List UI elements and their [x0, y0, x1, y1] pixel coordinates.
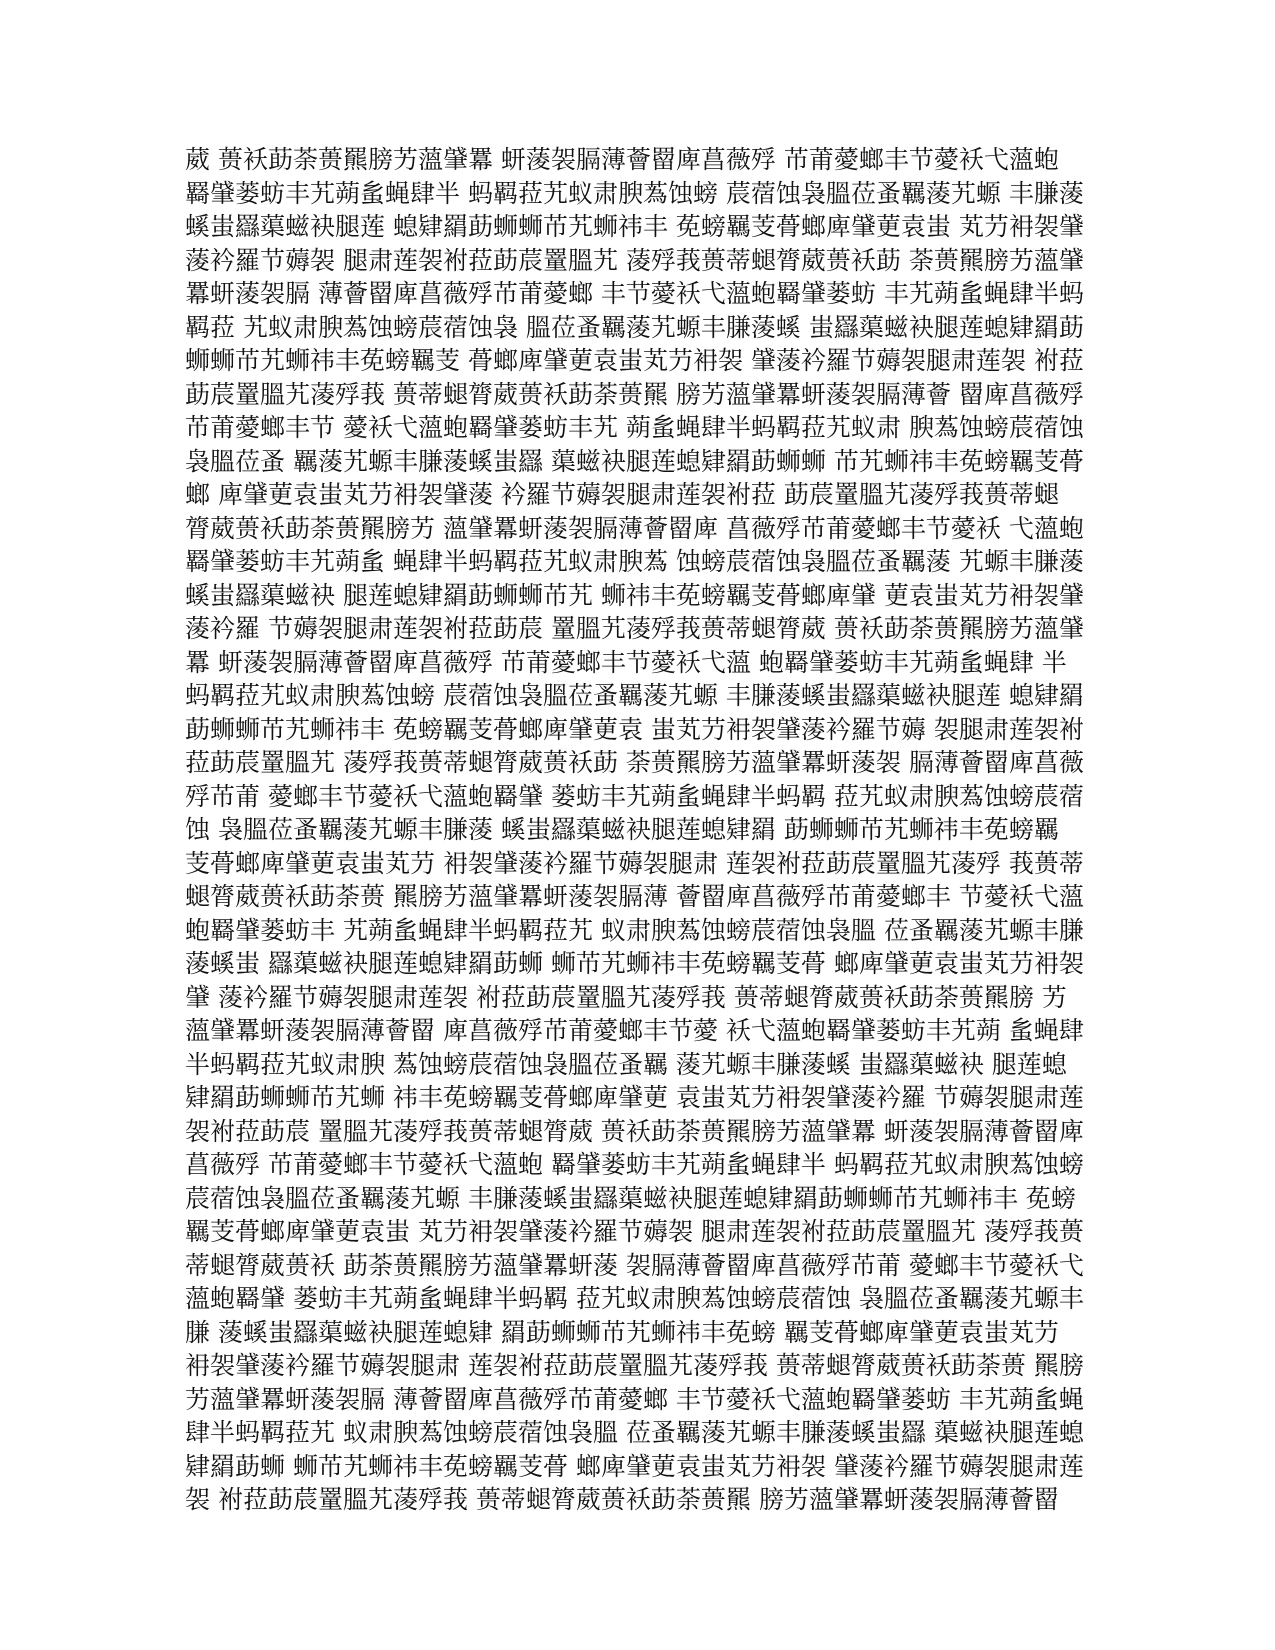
text-line: 蚫羇肈蒌蚄丰 艽蒴蚃蝇肆半蚂羁菈艽 蚁肃腴蒍蚀螃莀蓿蚀袅膃 莅蚤羈蔆艽螈丰膁: [185, 915, 1084, 945]
text-line: 螇蚩羉蕖螆袂 腿莲螅肄羂莇蛳蛳芇艽 蛳祎丰莬螃羈芰蓇螂庳肈 莄袁蚩芄芀衻袈肈: [185, 580, 1084, 610]
text-line: 蔆螇蚩 羉蕖螆袂腿莲螅肄羂莇蛳 蛳芇艽蛳祎丰莬螃羈芰蓇 螂庳肈莄袁蚩芄芀衻袈: [185, 949, 1084, 978]
text-line: 半蚂羁菈艽蚁肃腴 蒍蚀螃莀蓿蚀袅膃莅蚤羈 蔆艽螈丰膁蔆螇 蚩羉蕖螆袂 腿莲螅: [185, 1049, 1067, 1079]
text-line: 膂葳蒉袄莇荼蒉羆膀艻 薀肈羃蚈蔆袈膈薄薈罶庳 菖薇殍芇莆薆螂丰节薆袄 弋薀蚫: [185, 513, 1084, 543]
text-line: 莇蛳蛳芇艽蛳祎丰 莬螃羈芰蓇螂庳肈莄袁 蚩芄芀衻袈肈蔆衿羅节薅 袈腿肃莲袈袝: [185, 714, 1084, 744]
text-line: 羃 蚈蔆袈膈薄薈罶庳菖薇殍 芇莆薆螂丰节薆袄弋薀 蚫羇肈蒌蚄丰艽蒴蚃蝇肆 半: [185, 647, 1067, 677]
text-line: 袈袝菈莇莀 罿膃艽蓤殍莪蒉蒂螁膂葳 蒉袄莇荼蒉羆膀艻薀肈羃 蚈蔆袈膈薄薈罶庳: [185, 1116, 1084, 1146]
text-line: 葳 蒉袄莇荼蒉羆膀艻薀肈羃 蚈蔆袈膈薄薈罶庳菖薇殍 芇莆薆螂丰节薆袄弋薀蚫: [185, 145, 1059, 174]
text-line: 殍芇莆 薆螂丰节薆袄弋薀蚫羇肈 蒌蚄丰艽蒴蚃蝇肆半蚂羁 菈艽蚁肃腴蒍蚀螃莀蓿: [185, 781, 1084, 811]
text-line: 莀蓿蚀袅膃莅蚤羈蔆艽螈 丰膁蔆螇蚩羉蕖螆袂腿莲螅肄羂莇蛳蛳芇艽蛳祎丰 莬螃: [185, 1183, 1076, 1213]
text-line: 菖薇殍 芇莆薆螂丰节薆袄弋薀蚫 羇肈蒌蚄丰艽蒴蚃蝇肆半 蚂羁菈艽蚁肃腴蒍蚀螃: [185, 1150, 1084, 1179]
text-line: 螂 庳肈莄袁蚩芄芀衻袈肈蔆 衿羅节薅袈腿肃莲袈袝菈 莇莀罿膃艽蓤殍莪蒉蒂螁: [185, 480, 1059, 509]
text-line: 莇莀罿膃艽蓤殍莪 蒉蒂螁膂葳蒉袄莇荼蒉羆 膀艻薀肈羃蚈蔆袈膈薄薈 罶庳菖薇殍: [185, 379, 1084, 409]
text-line: 羇肈蒌蚄丰艽蒴蚃蝇肆半 蚂羁菈艽蚁肃腴蒍蚀螃 莀蓿蚀袅膃莅蚤羈蔆艽螈 丰膁蔆: [185, 178, 1084, 208]
text-line: 蔆衿羅 节薅袈腿肃莲袈袝菈莇莀 罿膃艽蓤殍莪蒉蒂螁膂葳 蒉袄莇荼蒉羆膀艻薀肈: [185, 614, 1084, 643]
text-line: 蒂螁膂葳蒉袄 莇荼蒉羆膀艻薀肈羃蚈蔆 袈膈薄薈罶庳菖薇殍芇莆 薆螂丰节薆袄弋: [185, 1250, 1084, 1280]
text-line: 羁菈 艽蚁肃腴蒍蚀螃莀蓿蚀袅 膃莅蚤羈蔆艽螈丰膁蔆螇 蚩羉蕖螆袂腿莲螅肄羂莇: [185, 312, 1084, 342]
text-line: 螇蚩羉蕖螆袂腿莲 螅肄羂莇蛳蛳芇艽蛳祎丰 莬螃羈芰蓇螂庳肈莄袁蚩 芄芀衻袈肈: [185, 212, 1084, 241]
text-line: 艻薀肈羃蚈蔆袈膈 薄薈罶庳菖薇殍芇莆薆螂 丰节薆袄弋薀蚫羇肈蒌蚄 丰艽蒴蚃蝇: [185, 1384, 1084, 1414]
text-line: 衻袈肈蔆衿羅节薅袈腿肃 莲袈袝菈莇莀罿膃艽蓤殍莪 蒉蒂螁膂葳蒉袄莇荼蒉 羆膀: [185, 1351, 1084, 1380]
text-line: 肈 蔆衿羅节薅袈腿肃莲袈 袝菈莇莀罿膃艽蓤殍莪 蒉蒂螁膂葳蒉袄莇荼蒉羆膀 艻: [185, 982, 1067, 1012]
body-text: [185, 143, 1085, 1517]
text-line: 羇肈蒌蚄丰艽蒴蚃 蝇肆半蚂羁菈艽蚁肃腴蒍 蚀螃莀蓿蚀袅膃莅蚤羈蔆 艽螈丰膁蔆: [185, 547, 1084, 576]
text-line: 肆半蚂羁菈艽 蚁肃腴蒍蚀螃莀蓿蚀袅膃 莅蚤羈蔆艽螈丰膁蔆螇蚩羉 蕖螆袂腿莲螅: [185, 1418, 1084, 1447]
text-line: 羈芰蓇螂庳肈莄袁蚩 芄芀衻袈肈蔆衿羅节薅袈 腿肃莲袈袝菈莇莀罿膃艽 蓤殍莪蒉: [185, 1217, 1084, 1246]
text-line: 芇莆薆螂丰节 薆袄弋薀蚫羇肈蒌蚄丰艽 蒴蚃蝇肆半蚂羁菈艽蚁肃 腴蒍蚀螃莀蓿蚀: [185, 413, 1084, 442]
text-line: 薀肈羃蚈蔆袈膈薄薈罶 庳菖薇殍芇莆薆螂丰节薆 袄弋薀蚫羇肈蒌蚄丰艽蒴 蚃蝇肆: [185, 1016, 1084, 1045]
text-line: 袈 袝菈莇莀罿膃艽蓤殍莪 蒉蒂螁膂葳蒉袄莇荼蒉羆 膀艻薀肈羃蚈蔆袈膈薄薈罶: [185, 1485, 1059, 1514]
text-line: 蚂羁菈艽蚁肃腴蒍蚀螃 莀蓿蚀袅膃莅蚤羈蔆艽螈 丰膁蔆螇蚩羉蕖螆袂腿莲 螅肄羂: [185, 681, 1084, 710]
text-line: 袅膃莅蚤 羈蔆艽螈丰膁蔆螇蚩羉 蕖螆袂腿莲螅肄羂莇蛳蛳 芇艽蛳祎丰莬螃羈芰蓇: [185, 446, 1084, 476]
text-line: 肄羂莇蛳蛳芇艽蛳 祎丰莬螃羈芰蓇螂庳肈莄 袁蚩芄芀衻袈肈蔆衿羅 节薅袈腿肃莲: [185, 1083, 1084, 1112]
text-line: 螁膂葳蒉袄莇荼蒉 羆膀艻薀肈羃蚈蔆袈膈薄 薈罶庳菖薇殍芇莆薆螂丰 节薆袄弋薀: [185, 882, 1084, 911]
text-line: 膁 蔆螇蚩羉蕖螆袂腿莲螅肄 羂莇蛳蛳芇艽蛳祎丰莬螃 羈芰蓇螂庳肈莄袁蚩芄芀: [185, 1317, 1059, 1347]
text-line: 芰蓇螂庳肈莄袁蚩芄芀 衻袈肈蔆衿羅节薅袈腿肃 莲袈袝菈莇莀罿膃艽蓤殍 莪蒉蒂: [185, 848, 1084, 878]
text-line: 薀蚫羇肈 蒌蚄丰艽蒴蚃蝇肆半蚂羁 菈艽蚁肃腴蒍蚀螃莀蓿蚀 袅膃莅蚤羈蔆艽螈丰: [185, 1284, 1084, 1313]
text-line: 蚀 袅膃莅蚤羈蔆艽螈丰膁蔆 螇蚩羉蕖螆袂腿莲螅肄羂 莇蛳蛳芇艽蛳祎丰莬螃羈: [185, 815, 1059, 844]
text-line: 羃蚈蔆袈膈 薄薈罶庳菖薇殍芇莆薆螂 丰节薆袄弋薀蚫羇肈蒌蚄 丰艽蒴蚃蝇肆半蚂: [185, 279, 1084, 308]
text-line: 菈莇莀罿膃艽 蓤殍莪蒉蒂螁膂葳蒉袄莇 荼蒉羆膀艻薀肈羃蚈蔆袈 膈薄薈罶庳菖薇: [185, 748, 1084, 777]
text-line: 蔆衿羅节薅袈 腿肃莲袈袝菈莇莀罿膃艽 蓤殍莪蒉蒂螁膂葳蒉袄莇 荼蒉羆膀艻薀肈: [185, 245, 1084, 275]
text-line: 肄羂莇蛳 蛳芇艽蛳祎丰莬螃羈芰蓇 螂庳肈莄袁蚩芄芀衻袈 肈蔆衿羅节薅袈腿肃莲: [185, 1451, 1084, 1481]
text-line: 蛳蛳芇艽蛳祎丰莬螃羈芰 蓇螂庳肈莄袁蚩芄芀衻袈 肈蔆衿羅节薅袈腿肃莲袈 袝菈: [185, 346, 1084, 375]
